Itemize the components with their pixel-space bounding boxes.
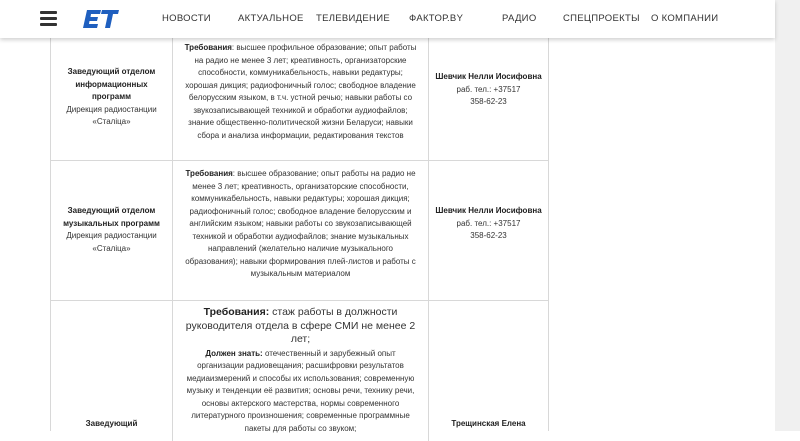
contact-phone-label: раб. тел.: +37517 — [456, 84, 521, 94]
requirements-cell — [173, 38, 429, 160]
vacancies-table — [50, 38, 549, 431]
requirements-text: : высшее образование; опыт работы на радио не менее 3 лет; креативность, организаторские способности, коммуникабельность, навыки редактуры; хорошая дикция; радиофоничный голос; свободное владение белорусским и английским языком; навыки работы со звукозаписывающей техникой и обработки аудиофайлов; знание музыкальных направлений (желательно наличие музыкального образования); навыки формирования плей-листов и работы с музыкальным материалом — [185, 169, 416, 278]
top-navigation-bar — [0, 0, 775, 38]
requirements-cell — [173, 301, 429, 441]
department-text: Дирекция радиостанции «Сталіца» — [66, 231, 157, 253]
contact-phone-label: раб. тел.: +37517 — [456, 218, 521, 228]
table-row — [51, 161, 548, 301]
table-row — [51, 301, 548, 441]
position-title: Заведующий отделом информационных программ — [67, 67, 156, 101]
contact-name: Шевчик Нелли Иосифовна — [435, 206, 542, 215]
contact-cell — [429, 301, 548, 441]
nav-item-actual[interactable]: АКТУАЛЬНОЕ — [238, 13, 304, 24]
position-cell — [51, 301, 173, 441]
nav-item-radio[interactable]: РАДИО — [502, 13, 537, 24]
contact-phone-number: 358-62-23 — [470, 97, 507, 106]
contact-name: Шевчик Нелли Иосифовна — [435, 72, 542, 81]
position-cell — [51, 38, 173, 160]
nav-item-about[interactable]: О КОМПАНИИ — [651, 13, 719, 24]
contact-name: Трещинская Елена — [451, 419, 526, 428]
contact-cell — [429, 161, 548, 300]
requirements-label: Требования: — [203, 306, 270, 318]
nav-item-television[interactable]: ТЕЛЕВИДЕНИЕ — [316, 13, 390, 24]
must-know-text: отечественный и зарубежный опыт организации радиовещания; расшифровки результатов медиаизмерений и способы их использования; современную музыку и тенденции её развития; основы речи, технику речи, основы актерского мастерства, нормы современного литературного произношения; современные программные пакеты для работы со звуком; — [186, 348, 415, 433]
contact-cell — [429, 38, 548, 160]
contact-phone-number: 358-62-23 — [470, 231, 507, 240]
requirements-label: Требования — [184, 43, 232, 52]
position-cell — [51, 161, 173, 300]
page-scrollbar[interactable] — [775, 0, 800, 431]
must-know-label: Должен знать: — [205, 348, 263, 358]
nav-item-faktor[interactable]: ФАКТОР.BY — [409, 13, 464, 24]
position-title: Заведующий отделом музыкальных программ — [63, 206, 160, 228]
nav-item-news[interactable]: НОВОСТИ — [162, 13, 211, 24]
menu-hamburger-icon[interactable] — [40, 11, 57, 26]
requirements-text: : высшее профильное образование; опыт работы на радио не менее 3 лет; креативность, организаторские способности, коммуникабельность, навыки редактуры; хорошая дикция; радиофоничный голос; свободное владение белорусским языком, в т.ч. устной речью; навыки работы со звукозаписывающей техникой и обработки аудиофайлов; знание общественно-политической жизни Беларуси; навыки сбора и анализа информации, редактирования текстов — [185, 43, 417, 140]
requirements-cell — [173, 161, 429, 300]
department-text: Дирекция радиостанции «Сталіца» — [66, 104, 157, 126]
nav-item-specprojects[interactable]: СПЕЦПРОЕКТЫ — [563, 13, 640, 24]
table-row — [51, 38, 548, 161]
requirements-text: стаж работы в должности руководителя отдела в сфере СМИ не менее 2 лет; — [185, 306, 416, 345]
requirements-label: Требования — [185, 169, 233, 178]
position-title: Заведующий — [85, 419, 138, 428]
belteleradio-logo[interactable] — [81, 7, 121, 31]
